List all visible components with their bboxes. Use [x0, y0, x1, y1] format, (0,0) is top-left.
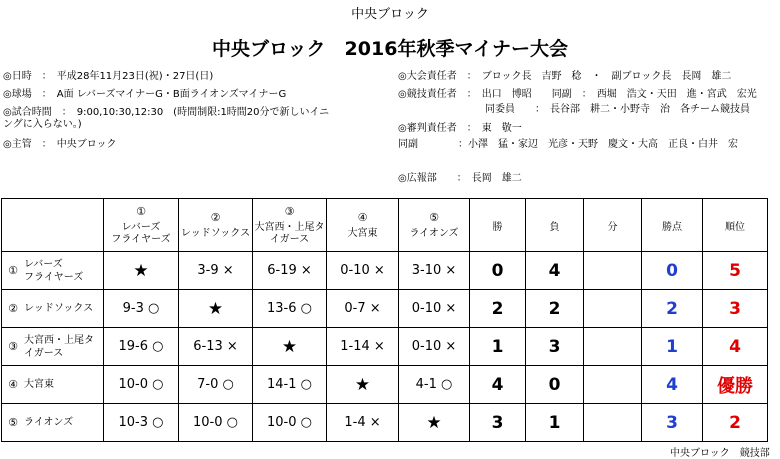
row-team-name: レッドソックス	[24, 303, 94, 314]
rank-cell: 2	[703, 404, 768, 442]
match-result: 1-14 ×	[327, 328, 399, 366]
match-result: 0-7 ×	[327, 290, 399, 328]
wins-cell: 0	[470, 252, 526, 290]
row-team-cell	[2, 404, 104, 442]
column-header-number: ④	[357, 210, 368, 224]
header-corner	[2, 199, 104, 252]
row-team-number: ⑤	[8, 416, 18, 429]
column-header-number: ③	[284, 204, 295, 218]
row-team-name: 大宮西・上尾タ イガース	[24, 334, 94, 359]
row-team-number: ③	[8, 340, 18, 353]
column-header-win: 勝	[470, 199, 526, 252]
column-header-points: 勝点	[642, 199, 703, 252]
wins-cell: 3	[470, 404, 526, 442]
match-result: 0-10 ×	[327, 252, 399, 290]
draws-cell	[584, 404, 642, 442]
row-team-cell	[2, 290, 104, 328]
row-team-cell	[2, 366, 104, 404]
wins-cell: 1	[470, 328, 526, 366]
row-team-number: ④	[8, 378, 18, 391]
match-result: 13-6 ○	[253, 290, 327, 328]
info-game-committee: 同委員 ： 長谷部 耕二・小野寺 治 各チーム競技員	[485, 104, 750, 115]
losses-cell: 2	[526, 290, 584, 328]
losses-cell: 3	[526, 328, 584, 366]
info-match-time: ◎試合時間 ： 9:00,10:30,12:30 (時間制限:1時間20分で新しいイニングに入らない。)	[3, 107, 330, 130]
match-result: 0-10 ×	[399, 328, 470, 366]
info-pr: ◎広報部 ： 長岡 雄二	[398, 173, 522, 184]
table-row	[2, 404, 768, 442]
match-result: 0-10 ×	[399, 290, 470, 328]
table-row	[2, 252, 768, 290]
rank-cell: 3	[703, 290, 768, 328]
points-cell: 3	[642, 404, 703, 442]
match-result: 19-6 ○	[104, 328, 179, 366]
rank-cell: 優勝	[703, 366, 768, 404]
row-team-number: ①	[8, 264, 18, 277]
match-result: 3-9 ×	[179, 252, 253, 290]
column-header-name: レバーズ フライヤーズ	[111, 221, 171, 245]
self-match-star: ★	[253, 328, 327, 366]
losses-cell: 1	[526, 404, 584, 442]
row-team-number: ②	[8, 302, 18, 315]
match-result: 6-13 ×	[179, 328, 253, 366]
column-header-team-3	[253, 199, 327, 252]
column-header-name: ライオンズ	[409, 227, 459, 239]
match-result: 1-4 ×	[327, 404, 399, 442]
table-row	[2, 290, 768, 328]
rank-cell: 5	[703, 252, 768, 290]
column-header-team-2	[179, 199, 253, 252]
match-result: 10-3 ○	[104, 404, 179, 442]
results-table	[1, 198, 768, 442]
column-header-name: 大宮西・上尾タ イガース	[254, 221, 325, 245]
column-header-team-4	[327, 199, 399, 252]
info-date: ◎日時 ： 平成28年11月23日(祝)・27日(日)	[3, 71, 214, 82]
column-header-number: ②	[210, 210, 221, 224]
draws-cell	[584, 290, 642, 328]
self-match-star: ★	[327, 366, 399, 404]
rank-cell: 4	[703, 328, 768, 366]
match-result: 14-1 ○	[253, 366, 327, 404]
column-header-number: ①	[136, 204, 146, 218]
draws-cell	[584, 366, 642, 404]
draws-cell	[584, 252, 642, 290]
header-label: 中央ブロック	[351, 7, 429, 22]
match-result: 10-0 ○	[179, 404, 253, 442]
row-team-name: ライオンズ	[24, 417, 74, 428]
table-row	[2, 366, 768, 404]
wins-cell: 2	[470, 290, 526, 328]
row-team-name: 大宮東	[24, 379, 54, 390]
column-header-loss: 負	[526, 199, 584, 252]
column-header-rank: 順位	[703, 199, 768, 252]
match-result: 10-0 ○	[104, 366, 179, 404]
info-organizer: ◎主管 ： 中央ブロック	[3, 139, 117, 150]
column-header-team-1	[104, 199, 179, 252]
losses-cell: 4	[526, 252, 584, 290]
column-header-name: レッドソックス	[180, 227, 251, 239]
row-team-cell	[2, 328, 104, 366]
footer-label: 中央ブロック 競技部	[670, 448, 770, 459]
wins-cell: 4	[470, 366, 526, 404]
column-header-number: ⑤	[429, 210, 439, 224]
info-umpire-deputies: 同副 ：小澤 猛・家辺 光彦・天野 慶文・大高 正良・白井 宏	[398, 139, 738, 150]
column-header-team-5	[399, 199, 470, 252]
row-team-cell	[2, 252, 104, 290]
self-match-star: ★	[179, 290, 253, 328]
column-header-draw: 分	[584, 199, 642, 252]
page-title: 中央ブロック 2016年秋季マイナー大会	[211, 38, 569, 60]
points-cell: 0	[642, 252, 703, 290]
column-header-name: 大宮東	[347, 227, 378, 239]
losses-cell: 0	[526, 366, 584, 404]
info-venue: ◎球場 ： A面 レバーズマイナーG・B面ライオンズマイナーG	[3, 89, 287, 100]
match-result: 4-1 ○	[399, 366, 470, 404]
self-match-star: ★	[104, 252, 179, 290]
table-header-row	[2, 199, 768, 252]
points-cell: 4	[642, 366, 703, 404]
match-result: 10-0 ○	[253, 404, 327, 442]
match-result: 6-19 ×	[253, 252, 327, 290]
table-row	[2, 328, 768, 366]
self-match-star: ★	[399, 404, 470, 442]
draws-cell	[584, 328, 642, 366]
match-result: 9-3 ○	[104, 290, 179, 328]
points-cell: 2	[642, 290, 703, 328]
info-game-lead: ◎競技責任者 ： 出口 博昭 同副 ： 西堀 浩文・天田 進・宮武 宏光	[398, 89, 757, 100]
row-team-name: レバーズ フライヤーズ	[24, 258, 84, 283]
points-cell: 1	[642, 328, 703, 366]
match-result: 7-0 ○	[179, 366, 253, 404]
match-result: 3-10 ×	[399, 252, 470, 290]
info-umpire: ◎審判責任者 ： 東 敬一	[398, 123, 522, 134]
info-responsible: ◎大会責任者 ： ブロック長 吉野 稔 ・ 副ブロック長 長岡 雄二	[398, 71, 732, 82]
